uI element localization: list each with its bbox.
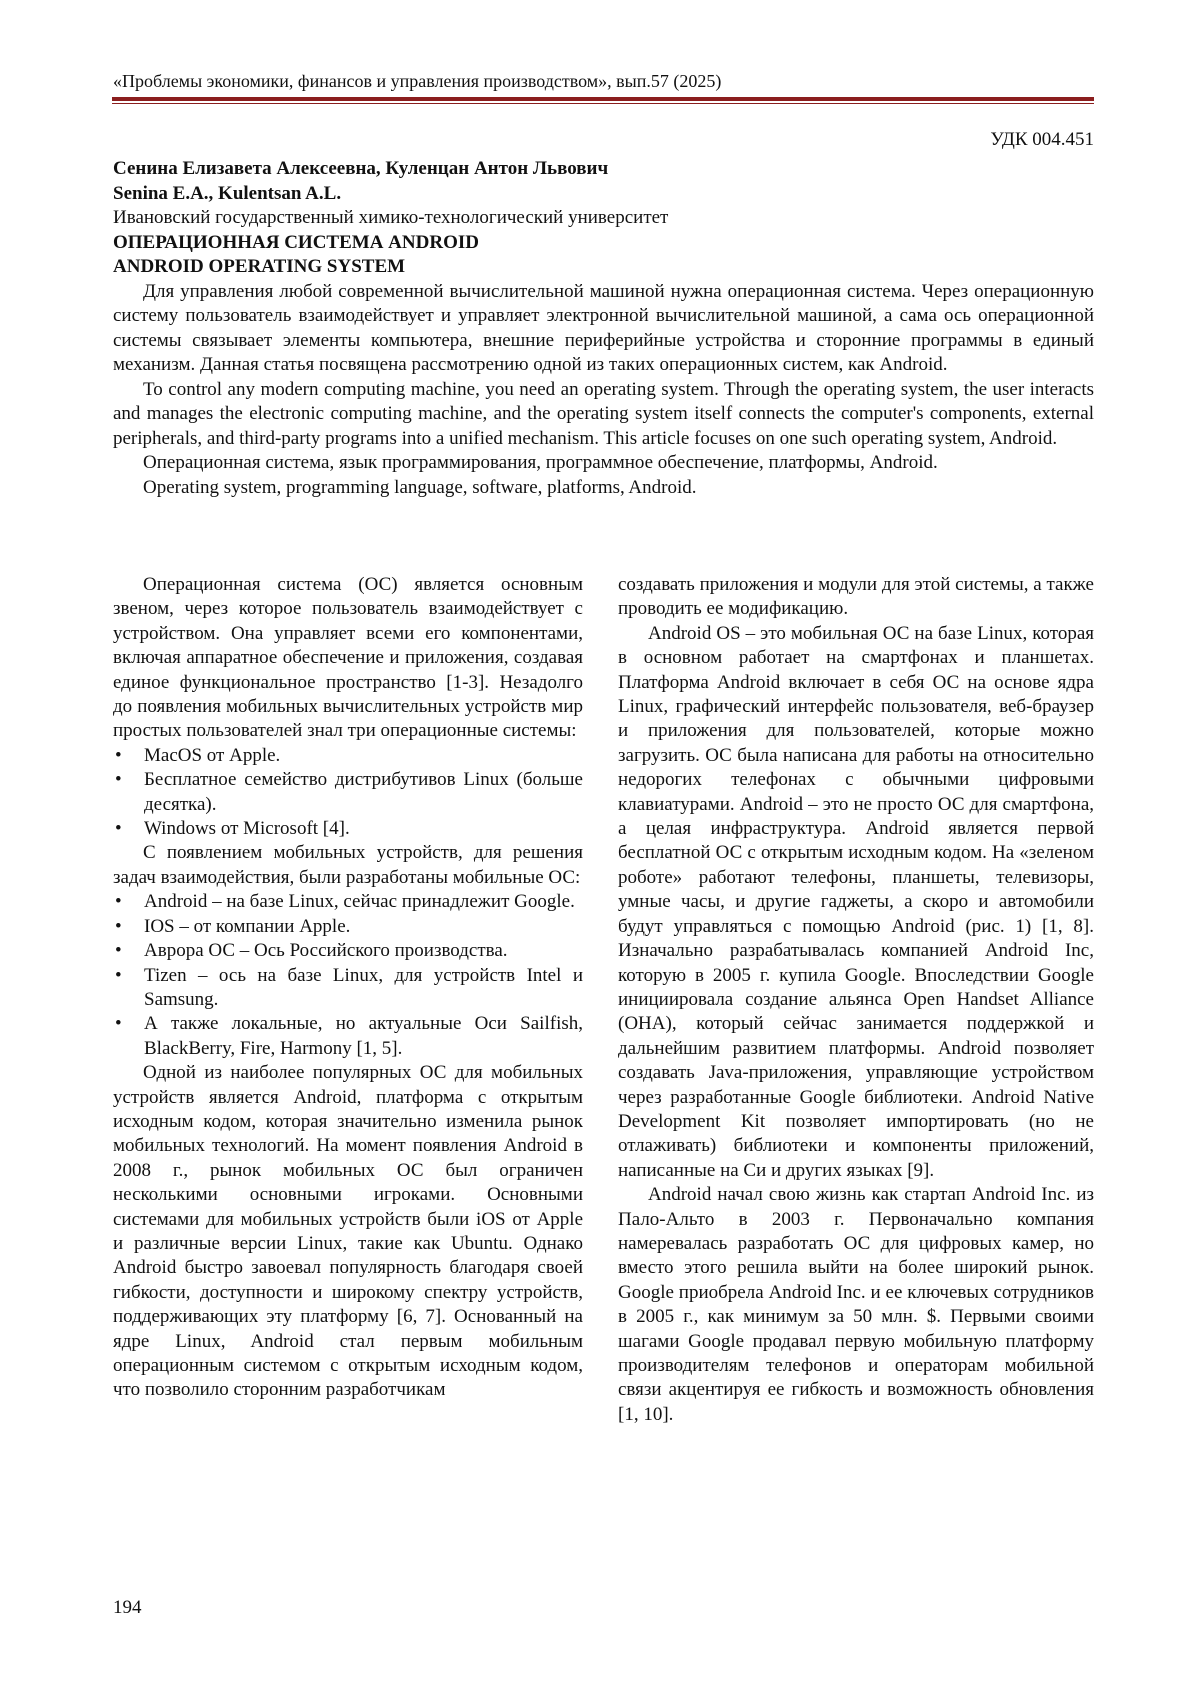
keywords-ru: Операционная система, язык программирования, программное обеспечение, платформы, Android.	[143, 452, 938, 473]
bullet-icon: •	[115, 1013, 122, 1035]
list-item	[113, 817, 583, 841]
bullet-icon: •	[115, 891, 122, 913]
page-number: 194	[113, 1597, 142, 1618]
running-header: «Проблемы экономики, финансов и управления производством», вып.57 (2025)	[113, 71, 722, 91]
list-item	[113, 939, 583, 963]
list-item	[113, 744, 583, 768]
title-en: ANDROID OPERATING SYSTEM	[113, 256, 406, 277]
authors-ru: Сенина Елизавета Алексеевна, Куленцан Антон Львович	[113, 158, 609, 179]
os-list-mobile	[113, 890, 583, 1061]
bullet-icon: •	[115, 818, 122, 840]
list-item-text: Tizen – ось на базе Linux, для устройств Intel и Samsung.	[144, 964, 583, 1010]
os-list-desktop	[113, 744, 583, 842]
header-rule-thick	[112, 97, 1094, 101]
bullet-icon: •	[115, 940, 122, 962]
header-rule-thin	[112, 103, 1094, 104]
paragraph: Одной из наиболее популярных ОС для мобильных устройств является Android, платформа с открытым исходным кодом, которая значительно изменила рынок мобильных технологий. На момент появления Android в 2008 г., рынок мобильных ОС был ограничен несколькими основными игроками. Основными системами для мобильных устройств были iOS от Apple и различные версии Linux, такие как Ubuntu. Однако Android быстро завоевал популярность благодаря своей гибкости, доступности и широкому спектру устройств, поддерживающих эту платформу [6, 7]. Основанный на ядре Linux, Android стал первым мобильным операционным системом с открытым исходным кодом, что позволило сторонним разработчикам	[113, 1062, 583, 1401]
paragraph: С появлением мобильных устройств, для решения задач взаимодействия, были разработаны мобильные ОС:	[113, 842, 583, 888]
abstract-en: To control any modern computing machine, you need an operating system. Through the operating system, the user interacts and manages the electronic computing machine, and the operating system itself connects the computer's components, external peripherals, and third-party programs into a unified mechanism. This article focuses on one such operating system, Android.	[113, 378, 1094, 449]
bullet-icon: •	[115, 769, 122, 791]
body-column-right	[618, 573, 1094, 1427]
list-item	[113, 1012, 583, 1061]
article-front-matter	[113, 157, 1094, 500]
body-column-left	[113, 573, 583, 1403]
list-item	[113, 890, 583, 914]
paragraph: Android OS – это мобильная ОС на базе Linux, которая в основном работает на смартфонах и планшетах. Платформа Android включает в себя ОС на основе ядра Linux, графический интерфейс пользователя, веб-браузер и приложения для пользователей, которые можно загрузить. ОС была написана для работы на относительно недорогих телефонах с обычными цифровыми клавиатурами. Android – это не просто ОС для смартфона, а целая инфраструктура. Android является первой бесплатной ОС с открытым исходным кодом. На «зеленом роботе» работают телефоны, планшеты, телевизоры, умные часы, и другие гаджеты, а скоро и автомобили будут управляться с помощью Android (рис. 1) [1, 8]. Изначально разрабатывалась компанией Android Inc, которую в 2005 г. купила Google. Впоследствии Google инициировала создание альянса Open Handset Alliance (OHA), который сейчас занимается поддержкой и дальнейшим развитием платформы. Android позволяет создавать Java-приложения, управляющие устройством через разработанные Google библиотеки. Android Native Development Kit позволяет импортировать (но не отлаживать) библиотеки и компоненты приложений, написанные на Си и других языках [9].	[618, 622, 1094, 1181]
udk-code: УДК 004.451	[990, 129, 1094, 150]
list-item-text: Аврора ОС – Ось Российского производства.	[144, 940, 508, 962]
list-item-text: MacOS от Apple.	[144, 744, 281, 766]
paragraph: Android начал свою жизнь как стартап Android Inc. из Пало-Альто в 2003 г. Первоначально компания намеревалась разработать ОС для цифровых камер, но вместо этого решила выйти на более широкий рынок. Google приобрела Android Inc. и ее ключевых сотрудников в 2005 г., как минимум за 50 млн. $. Первыми своими шагами Google продавал первую мобильную платформу производителям телефонов и операторам мобильной связи акцентируя ее гибкость и возможность обновления [1, 10].	[618, 1184, 1094, 1425]
list-item	[113, 768, 583, 817]
list-item-text: Бесплатное семейство дистрибутивов Linux (больше десятка).	[144, 769, 583, 815]
bullet-icon: •	[115, 964, 122, 986]
bullet-icon: •	[115, 915, 122, 937]
paragraph: создавать приложения и модули для этой системы, а также проводить ее модификацию.	[618, 574, 1094, 620]
title-ru: ОПЕРАЦИОННАЯ СИСТЕМА ANDROID	[113, 231, 479, 253]
list-item	[113, 915, 583, 939]
authors-en: Senina E.A., Kulentsan A.L.	[113, 182, 342, 204]
list-item-text: Android – на базе Linux, сейчас принадлежит Google.	[144, 891, 575, 913]
bullet-icon: •	[115, 744, 122, 766]
keywords-en: Operating system, programming language, software, platforms, Android.	[143, 476, 697, 498]
abstract-ru: Для управления любой современной вычислительной машиной нужна операционная система. Через операционную систему пользователь взаимодействует и управляет электронной вычислительной машиной, а сама ось операционной системы связывает элементы компьютера, внешние периферийные устройства и сторонние программы в единый механизм. Данная статья посвящена рассмотрению одной из таких операционных систем, как Android.	[113, 280, 1094, 375]
list-item	[113, 964, 583, 1013]
list-item-text: Windows от Microsoft [4].	[144, 818, 350, 840]
list-item-text: А также локальные, но актуальные Оси Sailfish, BlackBerry, Fire, Harmony [1, 5].	[144, 1013, 583, 1059]
affiliation: Ивановский государственный химико-технологический университет	[113, 207, 669, 228]
paragraph: Операционная система (ОС) является основным звеном, через которое пользователь взаимодействует с устройством. Она управляет всеми его компонентами, включая аппаратное обеспечение и приложения, создавая единое функциональное пространство [1-3]. Незадолго до появления мобильных вычислительных устройств мир простых пользователей знал три операционные системы:	[113, 574, 583, 742]
list-item-text: IOS – от компании Apple.	[144, 915, 351, 937]
